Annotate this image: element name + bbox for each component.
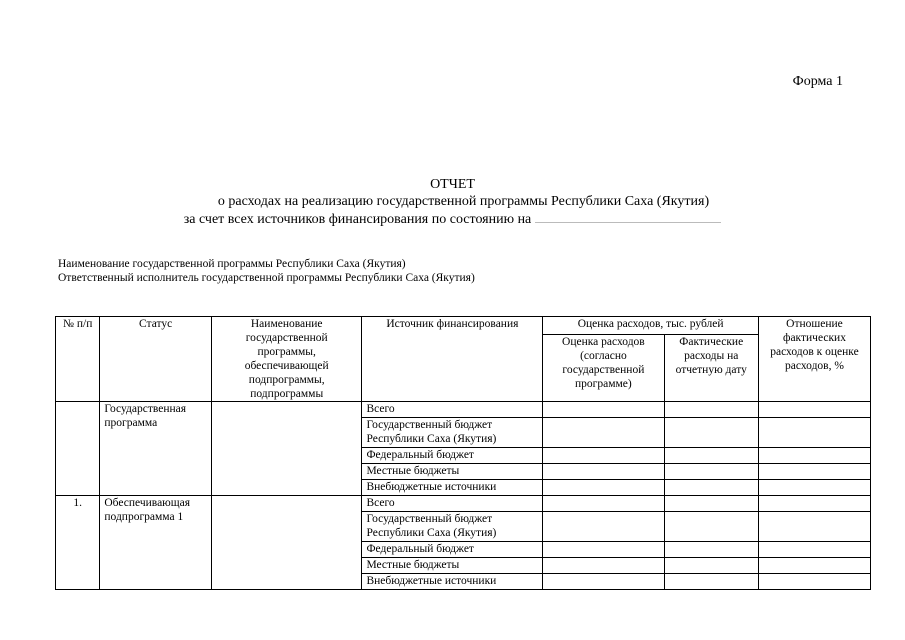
ratio-cell: [758, 448, 870, 464]
ratio-cell: [758, 558, 870, 574]
row-status: Обеспечивающая подпрограмма 1: [100, 496, 212, 590]
report-title: [0, 176, 905, 228]
table-row: [56, 496, 871, 512]
row-source: Местные бюджеты: [362, 558, 543, 574]
header-source: Источник финансирования: [362, 317, 543, 402]
estimate-cell: [543, 402, 664, 418]
ratio-cell: [758, 574, 870, 590]
estimate-cell: [543, 574, 664, 590]
estimate-cell: [543, 512, 664, 542]
actual-cell: [664, 512, 758, 542]
header-num: № п/п: [56, 317, 100, 402]
ratio-cell: [758, 464, 870, 480]
actual-cell: [664, 448, 758, 464]
estimate-cell: [543, 448, 664, 464]
row-num: 1.: [56, 496, 100, 590]
actual-cell: [664, 464, 758, 480]
report-date-prefix: за счет всех источников финансирования по состоянию на: [183, 212, 532, 227]
actual-cell: [664, 418, 758, 448]
header-actual: Фактические расходы на отчетную дату: [664, 334, 758, 401]
ratio-cell: [758, 512, 870, 542]
ratio-cell: [758, 402, 870, 418]
row-source: Федеральный бюджет: [362, 448, 543, 464]
row-source: Всего: [362, 496, 543, 512]
row-source: Внебюджетные источники: [362, 574, 543, 590]
table-row: [56, 402, 871, 418]
header-status: Статус: [100, 317, 212, 402]
expenses-table: [55, 316, 871, 590]
ratio-cell: [758, 542, 870, 558]
actual-cell: [664, 574, 758, 590]
report-date-blank: [535, 210, 721, 223]
row-source: Федеральный бюджет: [362, 542, 543, 558]
ratio-cell: [758, 480, 870, 496]
estimate-cell: [543, 542, 664, 558]
header-ratio: Отношение фактических расходов к оценке расходов, %: [758, 317, 870, 402]
actual-cell: [664, 542, 758, 558]
row-source: Местные бюджеты: [362, 464, 543, 480]
report-title-line3: [0, 210, 905, 228]
report-title-line1: ОТЧЕТ: [430, 177, 475, 192]
row-num: [56, 402, 100, 496]
ratio-cell: [758, 496, 870, 512]
actual-cell: [664, 480, 758, 496]
row-source: Государственный бюджет Республики Саха (Якутия): [362, 418, 543, 448]
row-name-cell: [211, 496, 362, 590]
row-source: Всего: [362, 402, 543, 418]
row-source: Государственный бюджет Республики Саха (Якутия): [362, 512, 543, 542]
header-estimate-group: Оценка расходов, тыс. рублей: [543, 317, 759, 335]
actual-cell: [664, 558, 758, 574]
estimate-cell: [543, 418, 664, 448]
row-status: Государственная программа: [100, 402, 212, 496]
report-title-line2: о расходах на реализацию государственной программы Республики Саха (Якутия): [217, 194, 710, 209]
form-number-label: Форма 1: [792, 74, 843, 89]
row-source: Внебюджетные источники: [362, 480, 543, 496]
actual-cell: [664, 402, 758, 418]
actual-cell: [664, 496, 758, 512]
estimate-cell: [543, 464, 664, 480]
program-info: [58, 257, 475, 285]
header-estimate: Оценка расходов (согласно государственной программе): [543, 334, 664, 401]
header-name: Наименование государственной программы, обеспечивающей подпрограммы, подпрограммы: [211, 317, 362, 402]
estimate-cell: [543, 558, 664, 574]
program-name-label: Наименование государственной программы Республики Саха (Якутия): [58, 258, 406, 270]
estimate-cell: [543, 480, 664, 496]
ratio-cell: [758, 418, 870, 448]
estimate-cell: [543, 496, 664, 512]
executor-label: Ответственный исполнитель государственной программы Республики Саха (Якутия): [58, 272, 475, 284]
row-name-cell: [211, 402, 362, 496]
